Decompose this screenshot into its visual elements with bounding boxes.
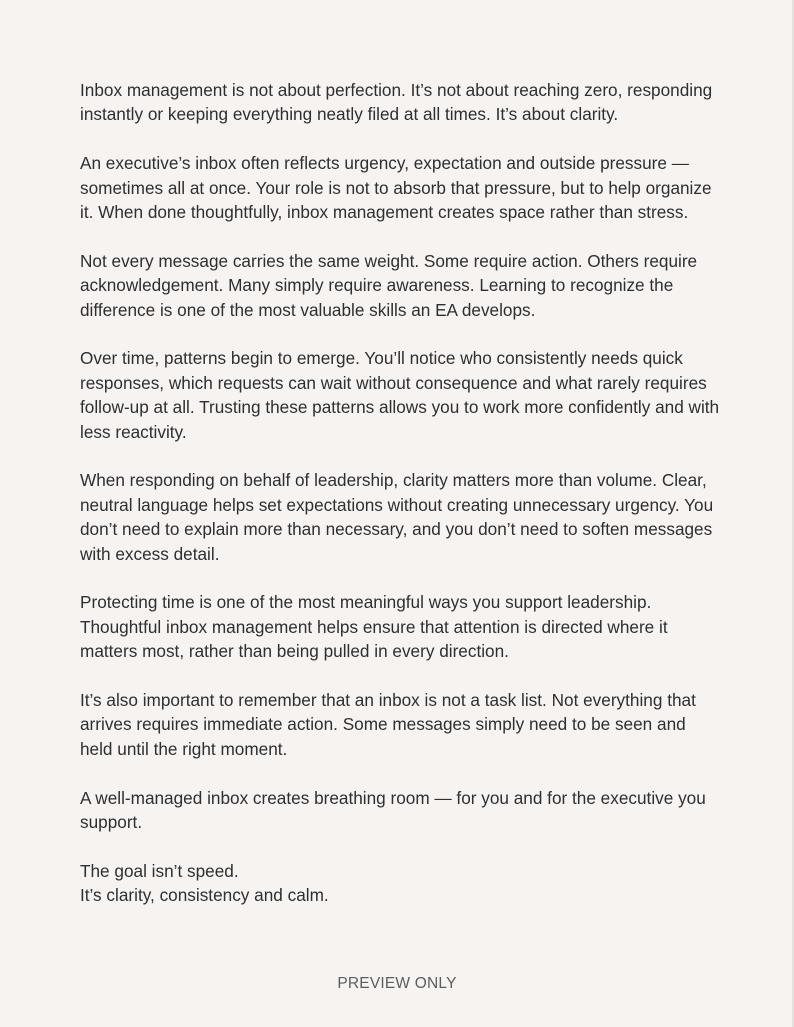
closing-paragraph [80,859,720,908]
paragraph-6: Protecting time is one of the most meaningful ways you support leadership. Thoughtful inbox management helps ensure that attention is directed where it matters most, rather than being pulled in every direction. [80,592,668,662]
paragraph-5: When responding on behalf of leadership, clarity matters more than volume. Clear, neutral language helps set expectations without creating unnecessary urgency. You don’t need to explain more than necessary, and you don’t need to soften messages with excess detail. [80,470,714,564]
preview-label: PREVIEW ONLY [337,975,457,992]
paragraph-7: It’s also important to remember that an inbox is not a task list. Not everything that arrives requires immediate action. Some messages simply need to be seen and held until the right moment. [80,690,696,759]
paragraph-3: Not every message carries the same weight. Some require action. Others require acknowledgement. Many simply require awareness. Learning to recognize the difference is one of the most valuable skills an EA develops. [80,250,698,320]
closing-line-2: It’s clarity, consistency and calm. [80,885,329,906]
paragraph-4: Over time, patterns begin to emerge. You’ll notice who consistently needs quick responses, which requests can wait without consequence and what rarely requires follow-up at all. Trusting these patterns allows you to work more confidently and with less reactivity. [80,348,720,442]
paragraph-8: A well-managed inbox creates breathing room — for you and for the executive you support. [80,787,706,833]
paragraph-2: An executive’s inbox often reflects urgency, expectation and outside pressure — sometimes all at once. Your role is not to absorb that pressure, but to help organize it. When done thoughtfully, inbox management creates space rather than stress. [80,153,712,223]
document-body [80,78,720,908]
paragraph-1: Inbox management is not about perfection. It’s not about reaching zero, responding instantly or keeping everything neatly filed at all times. It’s about clarity. [80,80,713,125]
closing-line-1: The goal isn’t speed. [80,860,239,881]
